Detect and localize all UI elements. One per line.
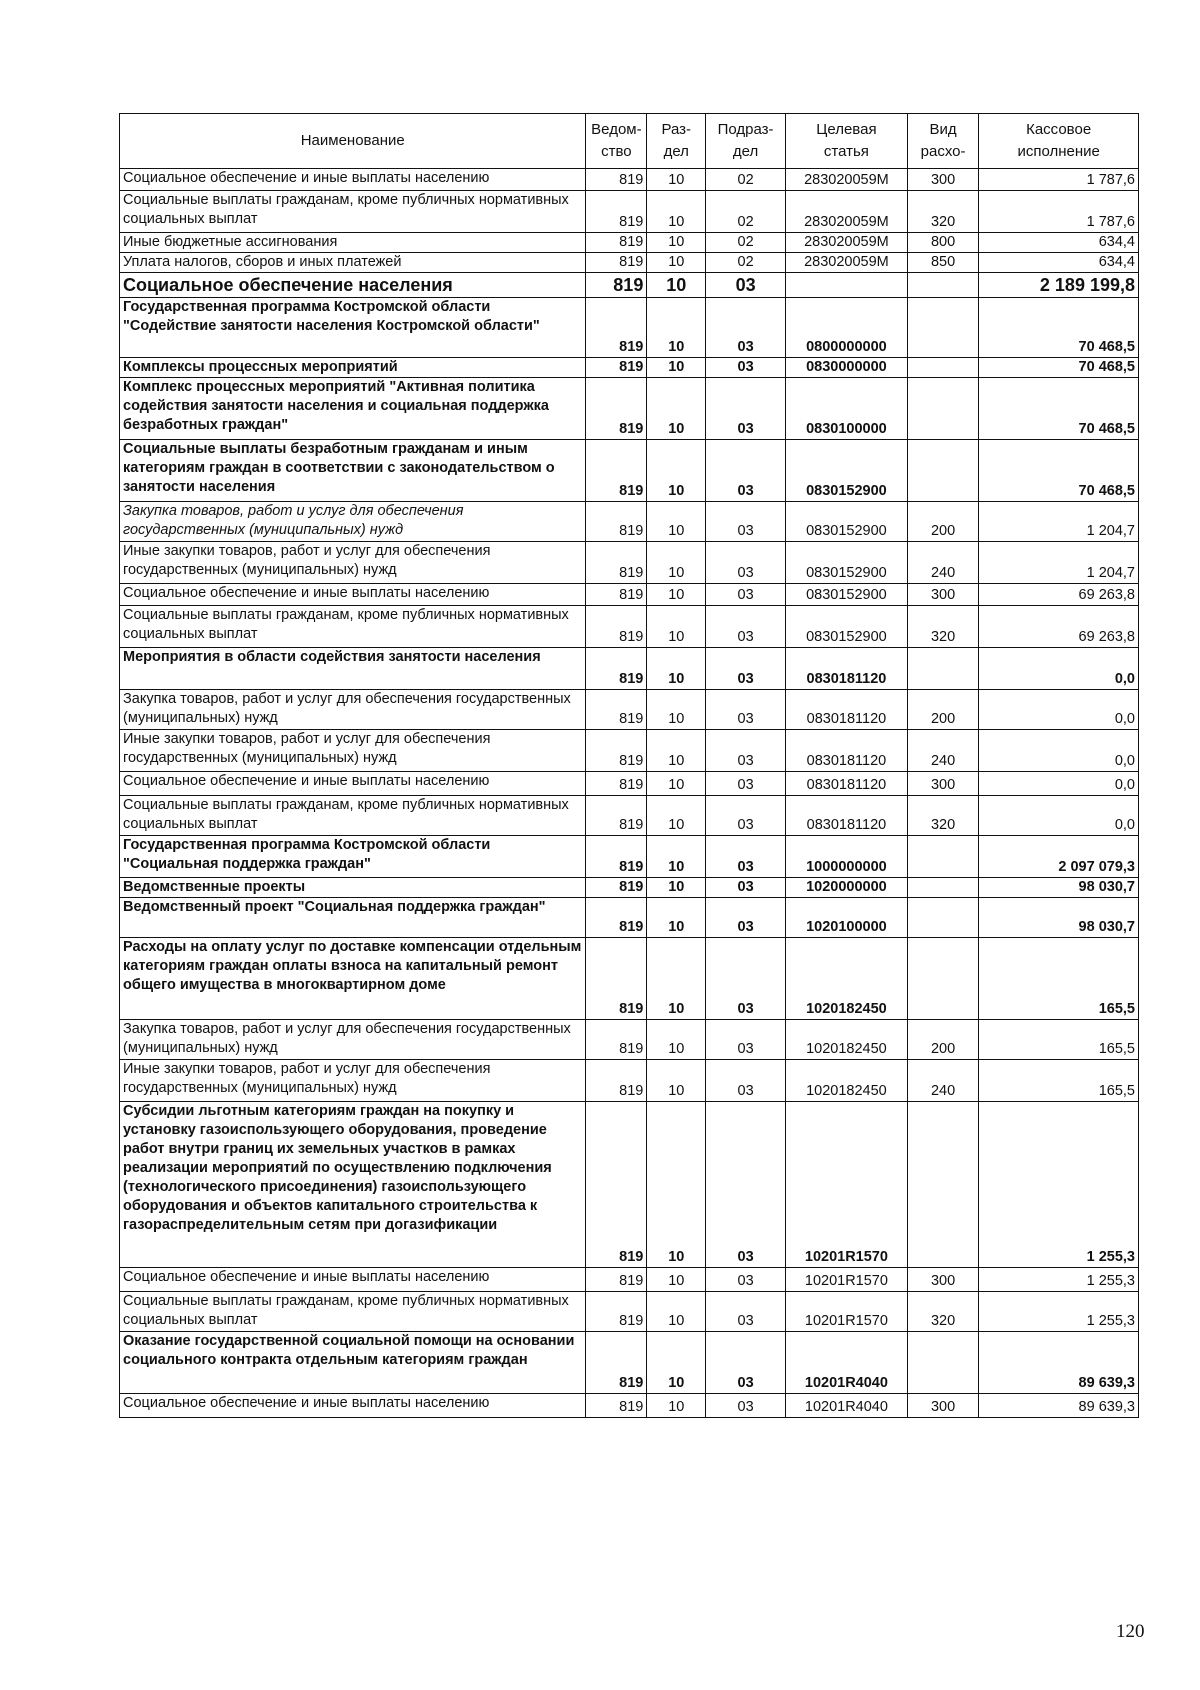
row-razdel: 10 [647,191,706,233]
row-razdel: 10 [647,648,706,690]
row-kassovoe: 1 787,6 [979,191,1139,233]
row-vedomstvo: 819 [586,298,647,358]
row-podrazdel: 03 [706,772,786,796]
row-name: Социальное обеспечение населения [120,273,586,298]
row-podrazdel: 03 [706,730,786,772]
row-kassovoe: 0,0 [979,690,1139,730]
row-razdel: 10 [647,1102,706,1268]
table-row [120,502,1139,542]
row-vedomstvo: 819 [586,1060,647,1102]
row-name: Закупка товаров, работ и услуг для обеспечения государственных (муниципальных) нужд [120,1020,586,1060]
row-name: Социальные выплаты гражданам, кроме публичных нормативных социальных выплат [120,191,586,233]
table-row [120,1394,1139,1418]
row-name: Уплата налогов, сборов и иных платежей [120,253,586,273]
row-vid [907,358,978,378]
row-podrazdel: 03 [706,440,786,502]
row-kassovoe: 2 189 199,8 [979,273,1139,298]
header-row [120,114,1139,169]
table-row [120,542,1139,584]
row-podrazdel: 02 [706,253,786,273]
row-vid [907,938,978,1020]
row-kassovoe: 0,0 [979,648,1139,690]
row-celevaya: 0830181120 [786,772,908,796]
row-vedomstvo: 819 [586,898,647,938]
row-celevaya: 0830152900 [786,440,908,502]
row-vedomstvo: 819 [586,502,647,542]
table-row [120,1268,1139,1292]
row-vid [907,440,978,502]
row-kassovoe: 0,0 [979,772,1139,796]
row-podrazdel: 03 [706,1268,786,1292]
row-celevaya: 1020182450 [786,1020,908,1060]
row-vedomstvo: 819 [586,1102,647,1268]
row-kassovoe: 69 263,8 [979,584,1139,606]
row-podrazdel: 03 [706,1292,786,1332]
row-name: Социальное обеспечение и иные выплаты населению [120,1268,586,1292]
row-vedomstvo: 819 [586,273,647,298]
row-razdel: 10 [647,878,706,898]
table-row [120,898,1139,938]
row-celevaya: 10201R1570 [786,1268,908,1292]
row-celevaya: 0830152900 [786,584,908,606]
row-vid: 300 [907,169,978,191]
row-podrazdel: 03 [706,1102,786,1268]
row-razdel: 10 [647,169,706,191]
row-vid [907,1332,978,1394]
table-row [120,253,1139,273]
row-podrazdel: 03 [706,898,786,938]
row-podrazdel: 03 [706,1332,786,1394]
budget-table [119,113,1139,1418]
row-razdel: 10 [647,358,706,378]
row-name: Комплексы процессных мероприятий [120,358,586,378]
row-vedomstvo: 819 [586,730,647,772]
row-vedomstvo: 819 [586,1268,647,1292]
row-kassovoe: 1 255,3 [979,1292,1139,1332]
row-razdel: 10 [647,253,706,273]
row-podrazdel: 03 [706,1060,786,1102]
row-name: Ведомственные проекты [120,878,586,898]
row-podrazdel: 03 [706,1394,786,1418]
row-vedomstvo: 819 [586,606,647,648]
row-razdel: 10 [647,606,706,648]
row-kassovoe: 1 255,3 [979,1102,1139,1268]
row-vid: 300 [907,772,978,796]
row-vid [907,298,978,358]
row-vid: 240 [907,542,978,584]
row-celevaya: 0830152900 [786,502,908,542]
row-vid [907,1102,978,1268]
header-podrazdel: Подраз- дел [706,114,786,169]
row-podrazdel: 03 [706,938,786,1020]
table-row [120,1060,1139,1102]
row-celevaya: 1000000000 [786,836,908,878]
row-kassovoe: 165,5 [979,1020,1139,1060]
row-celevaya: 1020182450 [786,1060,908,1102]
row-razdel: 10 [647,938,706,1020]
row-podrazdel: 03 [706,836,786,878]
row-name: Государственная программа Костромской области "Содействие занятости населения Костромской области" [120,298,586,358]
row-name: Оказание государственной социальной помощи на основании социального контракта отдельным категориям граждан [120,1332,586,1394]
row-name: Закупка товаров, работ и услуг для обеспечения государственных (муниципальных) нужд [120,502,586,542]
row-razdel: 10 [647,1020,706,1060]
table-row [120,772,1139,796]
row-vid: 240 [907,730,978,772]
row-vedomstvo: 819 [586,233,647,253]
row-vedomstvo: 819 [586,648,647,690]
row-celevaya: 0830152900 [786,542,908,584]
row-podrazdel: 03 [706,358,786,378]
row-vid: 240 [907,1060,978,1102]
row-vid [907,898,978,938]
table-row [120,169,1139,191]
row-vid [907,648,978,690]
row-vid: 200 [907,1020,978,1060]
row-name: Иные закупки товаров, работ и услуг для обеспечения государственных (муниципальных) нужд [120,730,586,772]
row-vedomstvo: 819 [586,938,647,1020]
row-podrazdel: 03 [706,542,786,584]
row-kassovoe: 165,5 [979,938,1139,1020]
row-name: Социальное обеспечение и иные выплаты населению [120,584,586,606]
row-name: Социальное обеспечение и иные выплаты населению [120,772,586,796]
row-kassovoe: 2 097 079,3 [979,836,1139,878]
table-row [120,1020,1139,1060]
row-razdel: 10 [647,1332,706,1394]
row-kassovoe: 89 639,3 [979,1394,1139,1418]
row-name: Социальные выплаты гражданам, кроме публичных нормативных социальных выплат [120,606,586,648]
row-vid: 200 [907,690,978,730]
row-name: Социальное обеспечение и иные выплаты населению [120,1394,586,1418]
row-razdel: 10 [647,898,706,938]
row-vid: 320 [907,1292,978,1332]
row-celevaya: 0830100000 [786,378,908,440]
table-row [120,1332,1139,1394]
row-vedomstvo: 819 [586,690,647,730]
row-podrazdel: 03 [706,502,786,542]
table-row [120,606,1139,648]
row-vid: 850 [907,253,978,273]
row-name: Социальные выплаты гражданам, кроме публичных нормативных социальных выплат [120,796,586,836]
row-celevaya: 10201R1570 [786,1292,908,1332]
row-kassovoe: 1 787,6 [979,169,1139,191]
table-row [120,584,1139,606]
row-razdel: 10 [647,378,706,440]
row-razdel: 10 [647,1060,706,1102]
row-razdel: 10 [647,1394,706,1418]
table-row [120,273,1139,298]
table-row [120,1292,1139,1332]
row-podrazdel: 03 [706,796,786,836]
header-celevaya: Целевая статья [786,114,908,169]
row-podrazdel: 03 [706,1020,786,1060]
row-razdel: 10 [647,836,706,878]
row-vedomstvo: 819 [586,584,647,606]
row-kassovoe: 1 255,3 [979,1268,1139,1292]
row-kassovoe: 165,5 [979,1060,1139,1102]
row-vid: 320 [907,796,978,836]
row-razdel: 10 [647,233,706,253]
row-celevaya: 0830181120 [786,690,908,730]
row-kassovoe: 98 030,7 [979,878,1139,898]
row-razdel: 10 [647,730,706,772]
header-razdel: Раз- дел [647,114,706,169]
row-vedomstvo: 819 [586,191,647,233]
table-row [120,938,1139,1020]
row-vid [907,273,978,298]
row-celevaya: 10201R4040 [786,1332,908,1394]
header-vedomstvo: Ведом- ство [586,114,647,169]
table-row [120,298,1139,358]
header-name: Наименование [120,114,586,169]
row-vedomstvo: 819 [586,878,647,898]
row-kassovoe: 70 468,5 [979,440,1139,502]
table-row [120,878,1139,898]
row-podrazdel: 03 [706,606,786,648]
row-vid: 320 [907,191,978,233]
row-vedomstvo: 819 [586,836,647,878]
table-row [120,1102,1139,1268]
row-kassovoe: 634,4 [979,253,1139,273]
row-podrazdel: 03 [706,878,786,898]
table-row [120,233,1139,253]
row-name: Социальные выплаты безработным гражданам и иным категориям граждан в соответствии с законодательством о занятости населения [120,440,586,502]
row-kassovoe: 0,0 [979,796,1139,836]
row-celevaya: 1020100000 [786,898,908,938]
row-vedomstvo: 819 [586,169,647,191]
row-razdel: 10 [647,502,706,542]
row-celevaya: 283020059M [786,191,908,233]
row-razdel: 10 [647,690,706,730]
table-row [120,796,1139,836]
row-celevaya: 10201R1570 [786,1102,908,1268]
row-kassovoe: 70 468,5 [979,358,1139,378]
row-vedomstvo: 819 [586,1292,647,1332]
row-celevaya: 0830181120 [786,796,908,836]
row-name: Комплекс процессных мероприятий "Активная политика содействия занятости населения и социальная поддержка безработных граждан" [120,378,586,440]
table-row [120,836,1139,878]
row-vid [907,878,978,898]
table-row [120,358,1139,378]
row-razdel: 10 [647,796,706,836]
row-name: Иные закупки товаров, работ и услуг для обеспечения государственных (муниципальных) нужд [120,1060,586,1102]
row-vedomstvo: 819 [586,440,647,502]
row-celevaya: 0800000000 [786,298,908,358]
row-kassovoe: 1 204,7 [979,542,1139,584]
row-kassovoe: 89 639,3 [979,1332,1139,1394]
header-kassovoe: Кассовое исполнение [979,114,1139,169]
row-kassovoe: 0,0 [979,730,1139,772]
row-kassovoe: 69 263,8 [979,606,1139,648]
table-row [120,690,1139,730]
row-name: Закупка товаров, работ и услуг для обеспечения государственных (муниципальных) нужд [120,690,586,730]
row-podrazdel: 03 [706,648,786,690]
row-vid [907,836,978,878]
row-celevaya: 283020059M [786,233,908,253]
row-kassovoe: 70 468,5 [979,298,1139,358]
row-vedomstvo: 819 [586,253,647,273]
row-podrazdel: 02 [706,191,786,233]
row-vid: 200 [907,502,978,542]
row-razdel: 10 [647,273,706,298]
row-kassovoe: 98 030,7 [979,898,1139,938]
row-name: Иные закупки товаров, работ и услуг для обеспечения государственных (муниципальных) нужд [120,542,586,584]
row-name: Государственная программа Костромской области "Социальная поддержка граждан" [120,836,586,878]
row-name: Ведомственный проект "Социальная поддержка граждан" [120,898,586,938]
row-name: Расходы на оплату услуг по доставке компенсации отдельным категориям граждан оплаты взноса на капитальный ремонт общего имущества в многоквартирном доме [120,938,586,1020]
row-razdel: 10 [647,584,706,606]
row-podrazdel: 02 [706,233,786,253]
row-kassovoe: 70 468,5 [979,378,1139,440]
row-podrazdel: 02 [706,169,786,191]
row-vedomstvo: 819 [586,772,647,796]
row-vid [907,378,978,440]
row-vedomstvo: 819 [586,1394,647,1418]
row-celevaya: 283020059M [786,253,908,273]
row-vid: 800 [907,233,978,253]
row-vid: 320 [907,606,978,648]
row-vid: 300 [907,1394,978,1418]
row-podrazdel: 03 [706,584,786,606]
row-name: Иные бюджетные ассигнования [120,233,586,253]
row-name: Мероприятия в области содействия занятости населения [120,648,586,690]
row-razdel: 10 [647,1268,706,1292]
row-vedomstvo: 819 [586,378,647,440]
row-vedomstvo: 819 [586,358,647,378]
row-celevaya: 0830000000 [786,358,908,378]
row-podrazdel: 03 [706,690,786,730]
row-celevaya: 10201R4040 [786,1394,908,1418]
budget-table-page [119,113,1139,1418]
row-vedomstvo: 819 [586,1332,647,1394]
row-celevaya: 1020182450 [786,938,908,1020]
row-podrazdel: 03 [706,378,786,440]
row-celevaya: 0830181120 [786,730,908,772]
table-row [120,730,1139,772]
row-razdel: 10 [647,440,706,502]
header-vid: Вид расхо- [907,114,978,169]
table-row [120,191,1139,233]
table-row [120,440,1139,502]
row-razdel: 10 [647,1292,706,1332]
row-celevaya: 0830152900 [786,606,908,648]
table-row [120,648,1139,690]
table-row [120,378,1139,440]
row-vedomstvo: 819 [586,1020,647,1060]
row-name: Социальное обеспечение и иные выплаты населению [120,169,586,191]
row-name: Субсидии льготным категориям граждан на покупку и установку газоиспользующего оборудования, проведение работ внутри границ их земельных участков в рамках реализации мероприятий по осуществлению подключения (технологического присоединения) газоиспользующего оборудования и объектов капитального строительства к газораспределительным сетям при догазификации [120,1102,586,1268]
row-razdel: 10 [647,542,706,584]
row-celevaya [786,273,908,298]
row-vid: 300 [907,584,978,606]
row-name: Социальные выплаты гражданам, кроме публичных нормативных социальных выплат [120,1292,586,1332]
row-razdel: 10 [647,298,706,358]
row-kassovoe: 1 204,7 [979,502,1139,542]
row-vedomstvo: 819 [586,796,647,836]
row-celevaya: 0830181120 [786,648,908,690]
row-vid: 300 [907,1268,978,1292]
row-razdel: 10 [647,772,706,796]
row-celevaya: 283020059M [786,169,908,191]
row-podrazdel: 03 [706,273,786,298]
page-number: 120 [1116,1621,1145,1642]
row-kassovoe: 634,4 [979,233,1139,253]
row-podrazdel: 03 [706,298,786,358]
row-vedomstvo: 819 [586,542,647,584]
row-celevaya: 1020000000 [786,878,908,898]
